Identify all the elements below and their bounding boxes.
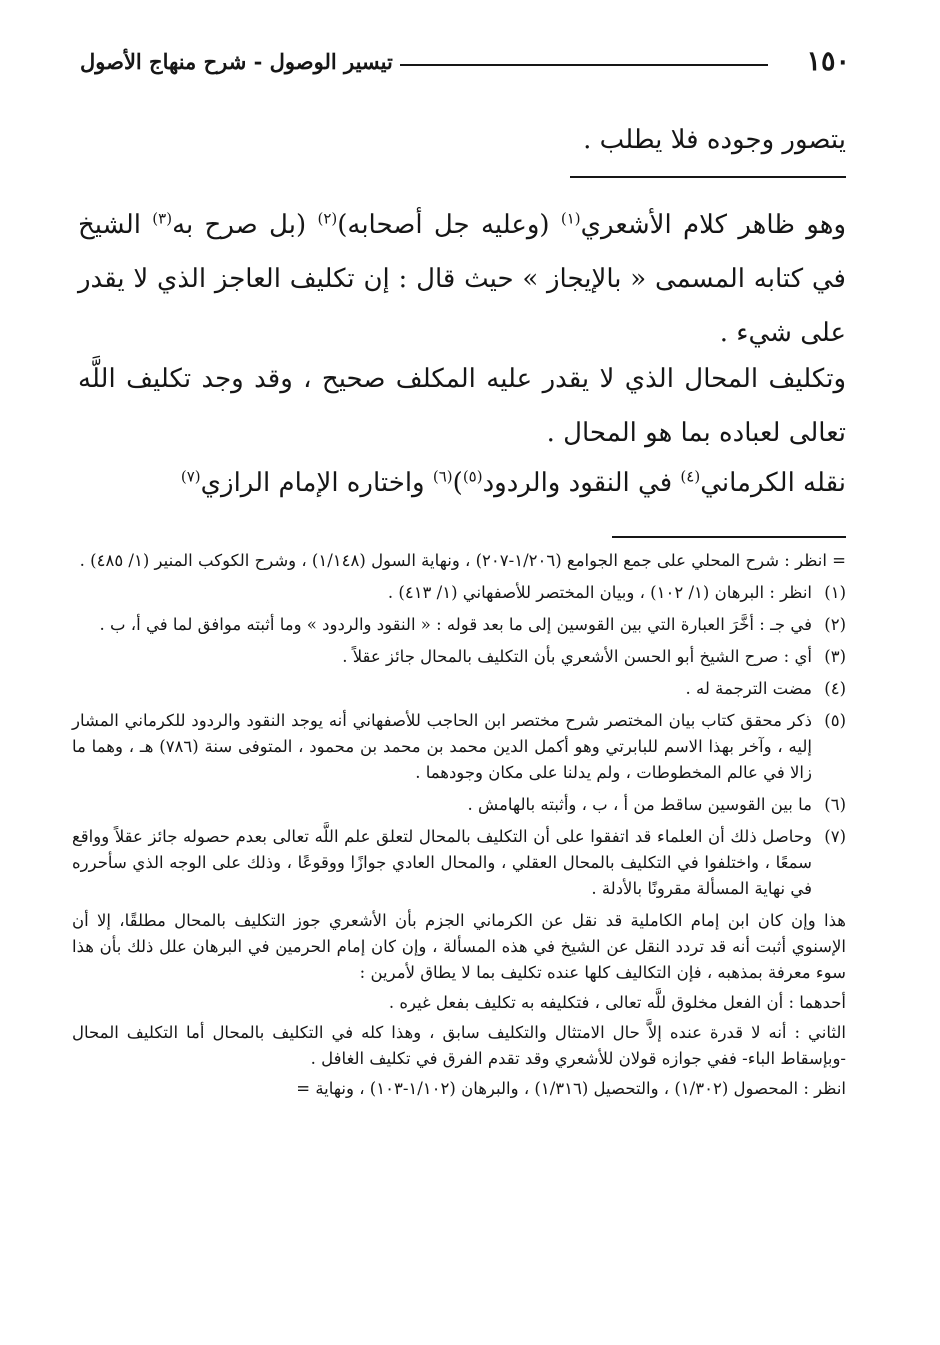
footnote-text: ذكر محقق كتاب بيان المختصر شرح مختصر ابن الحاجب للأصفهاني أنه يوجد النقود والردود للكرماني المشار إليه ، وآخر بهذا الاسم للبابرتي وهو أكمل الدين محمد بن محمد بن محمود ، المتوفى سنة (٧٨٦) هـ ، وهما ما زالا في عالم المخطوطات ، ولم يدلنا على مكان وجودهما . [72,711,812,782]
footnote-item [72,824,846,902]
footnote-number: (٣) [824,647,846,666]
paragraph-text: في النقود والردود [482,468,681,498]
footnote-text: وحاصل ذلك أن العلماء قد اتفقوا على أن التكليف بالمحال لتعلق علم اللَّه تعالى بعدم حصوله جائز عقلاً وواقع سمعًا ، واختلفوا في التكليف بالمحال العقلي ، والمحال العادي جوازًا ووقوعًا ، وذلك على الوجه الذي سأحرره في نهاية المسألة مقرونًا بالأدلة . [72,827,812,898]
header-rule [400,64,768,66]
running-header [80,40,850,84]
footnote-number: (٦) [824,795,846,814]
footnote-text: انظر : البرهان (١/ ١٠٢) ، وبيان المختصر للأصفهاني (١/ ٤١٣) . [387,583,812,602]
footnote-rule [612,536,846,538]
footnote-number: (١) [824,583,846,602]
footnote-number: (٢) [824,615,846,634]
footnote-item [72,580,846,606]
footnote-reference: (٣) [152,209,173,228]
footnote-item [72,676,846,702]
footnote-paragraph: أحدهما : أن الفعل مخلوق للَّه تعالى ، فتكليفه به تكليف بفعل غيره . [388,993,846,1012]
footnote-reference: (٧) [180,467,201,486]
footnote-7-continuation [72,908,846,1102]
footnote-item [72,792,846,818]
footnote-paragraph: انظر : المحصول (١/٣٠٢) ، والتحصيل (١/٣١٦) ، والبرهان (١/١٠٢-١٠٣) ، ونهاية = [296,1079,846,1098]
footnote-continuation: = انظر : شرح المحلي على جمع الجوامع (١/٢٠٦-٢٠٧) ، ونهاية السول (١/١٤٨) ، وشرح الكوكب المنير (١/ ٤٨٥) . [79,551,846,570]
body-top-line: يتصور وجوده فلا يطلب . [583,125,846,155]
footnote-number: (٥) [824,711,846,730]
footnote-number: (٧) [824,827,846,846]
running-title: تيسير الوصول - شرح منهاج الأصول [80,49,393,74]
paragraph-text: (بل صرح به [172,210,318,240]
paragraph-text: وتكليف المحال الذي لا يقدر عليه المكلف صحيح ، وقد وجد تكليف اللَّه تعالى لعباده بما هو المحال . [78,364,846,448]
paragraph-text: نقله الكرماني [700,468,846,498]
footnote-number: (٤) [824,679,846,698]
body-paragraph-2 [78,352,846,460]
paragraph-text: وهو ظاهر كلام الأشعري [580,210,847,240]
footnote-reference: (٢) [317,209,338,228]
footnote-text: أي : صرح الشيخ أبو الحسن الأشعري بأن التكليف بالمحال جائز عقلاً . [342,647,812,666]
footnote-list [72,580,846,902]
footnote-paragraph: هذا وإن كان ابن إمام الكاملية قد نقل عن الكرماني الجزم بأن الأشعري جوز التكليف بالمحال مطلقًا، إلا أن الإسنوي أثبت أنه قد تردد النقل عن الشيخ في هذه المسألة ، وإن كان إمام الحرمين في البرهان علل ذلك بأن هذا سوء معرفة بمذهبه ، فإن التكاليف كلها عنده تكليف بما لا يطاق لأمرين : [72,911,846,982]
paragraph-text: ) [452,468,463,498]
footnote-item [72,708,846,786]
body-paragraph-1 [78,198,846,360]
footnote-reference: (١) [560,209,581,228]
footnote-text: مضت الترجمة له . [685,679,812,698]
paragraph-text: واختاره الإمام الرازي [200,468,433,498]
footnote-text: في جـ : أخَّرَ العبارة التي بين القوسين إلى ما بعد قوله : « النقود والردود » وما أثبته موافق لما في أ، ب . [99,615,812,634]
footnotes [72,548,846,1108]
footnote-paragraph: الثاني : أنه لا قدرة عنده إلاَّ حال الامتثال والتكليف سابق ، وهذا كله في التكليف بالمحال أما التكليف المحال -وبإسقاط الباء- ففي جوازه قولان للأشعري وقد تقدم الفرق في تكليف الغافل . [72,1023,846,1068]
footnote-reference: (٥) [462,467,483,486]
paragraph-text: الشيخ في كتابه المسمى « بالإيجاز » حيث قال : إن تكليف العاجز الذي لا يقدر على شيء . [78,210,846,348]
paragraph-text: (وعليه جل أصحابه) [337,210,561,240]
body-paragraph-3 [78,456,846,510]
footnote-text: ما بين القوسين ساقط من أ ، ب ، وأثبته بالهامش . [467,795,812,814]
footnote-item [72,612,846,638]
section-rule [570,176,846,178]
footnote-reference: (٤) [680,467,701,486]
footnote-reference: (٦) [432,467,453,486]
page-number: ١٥٠ [806,46,850,77]
footnote-item [72,644,846,670]
